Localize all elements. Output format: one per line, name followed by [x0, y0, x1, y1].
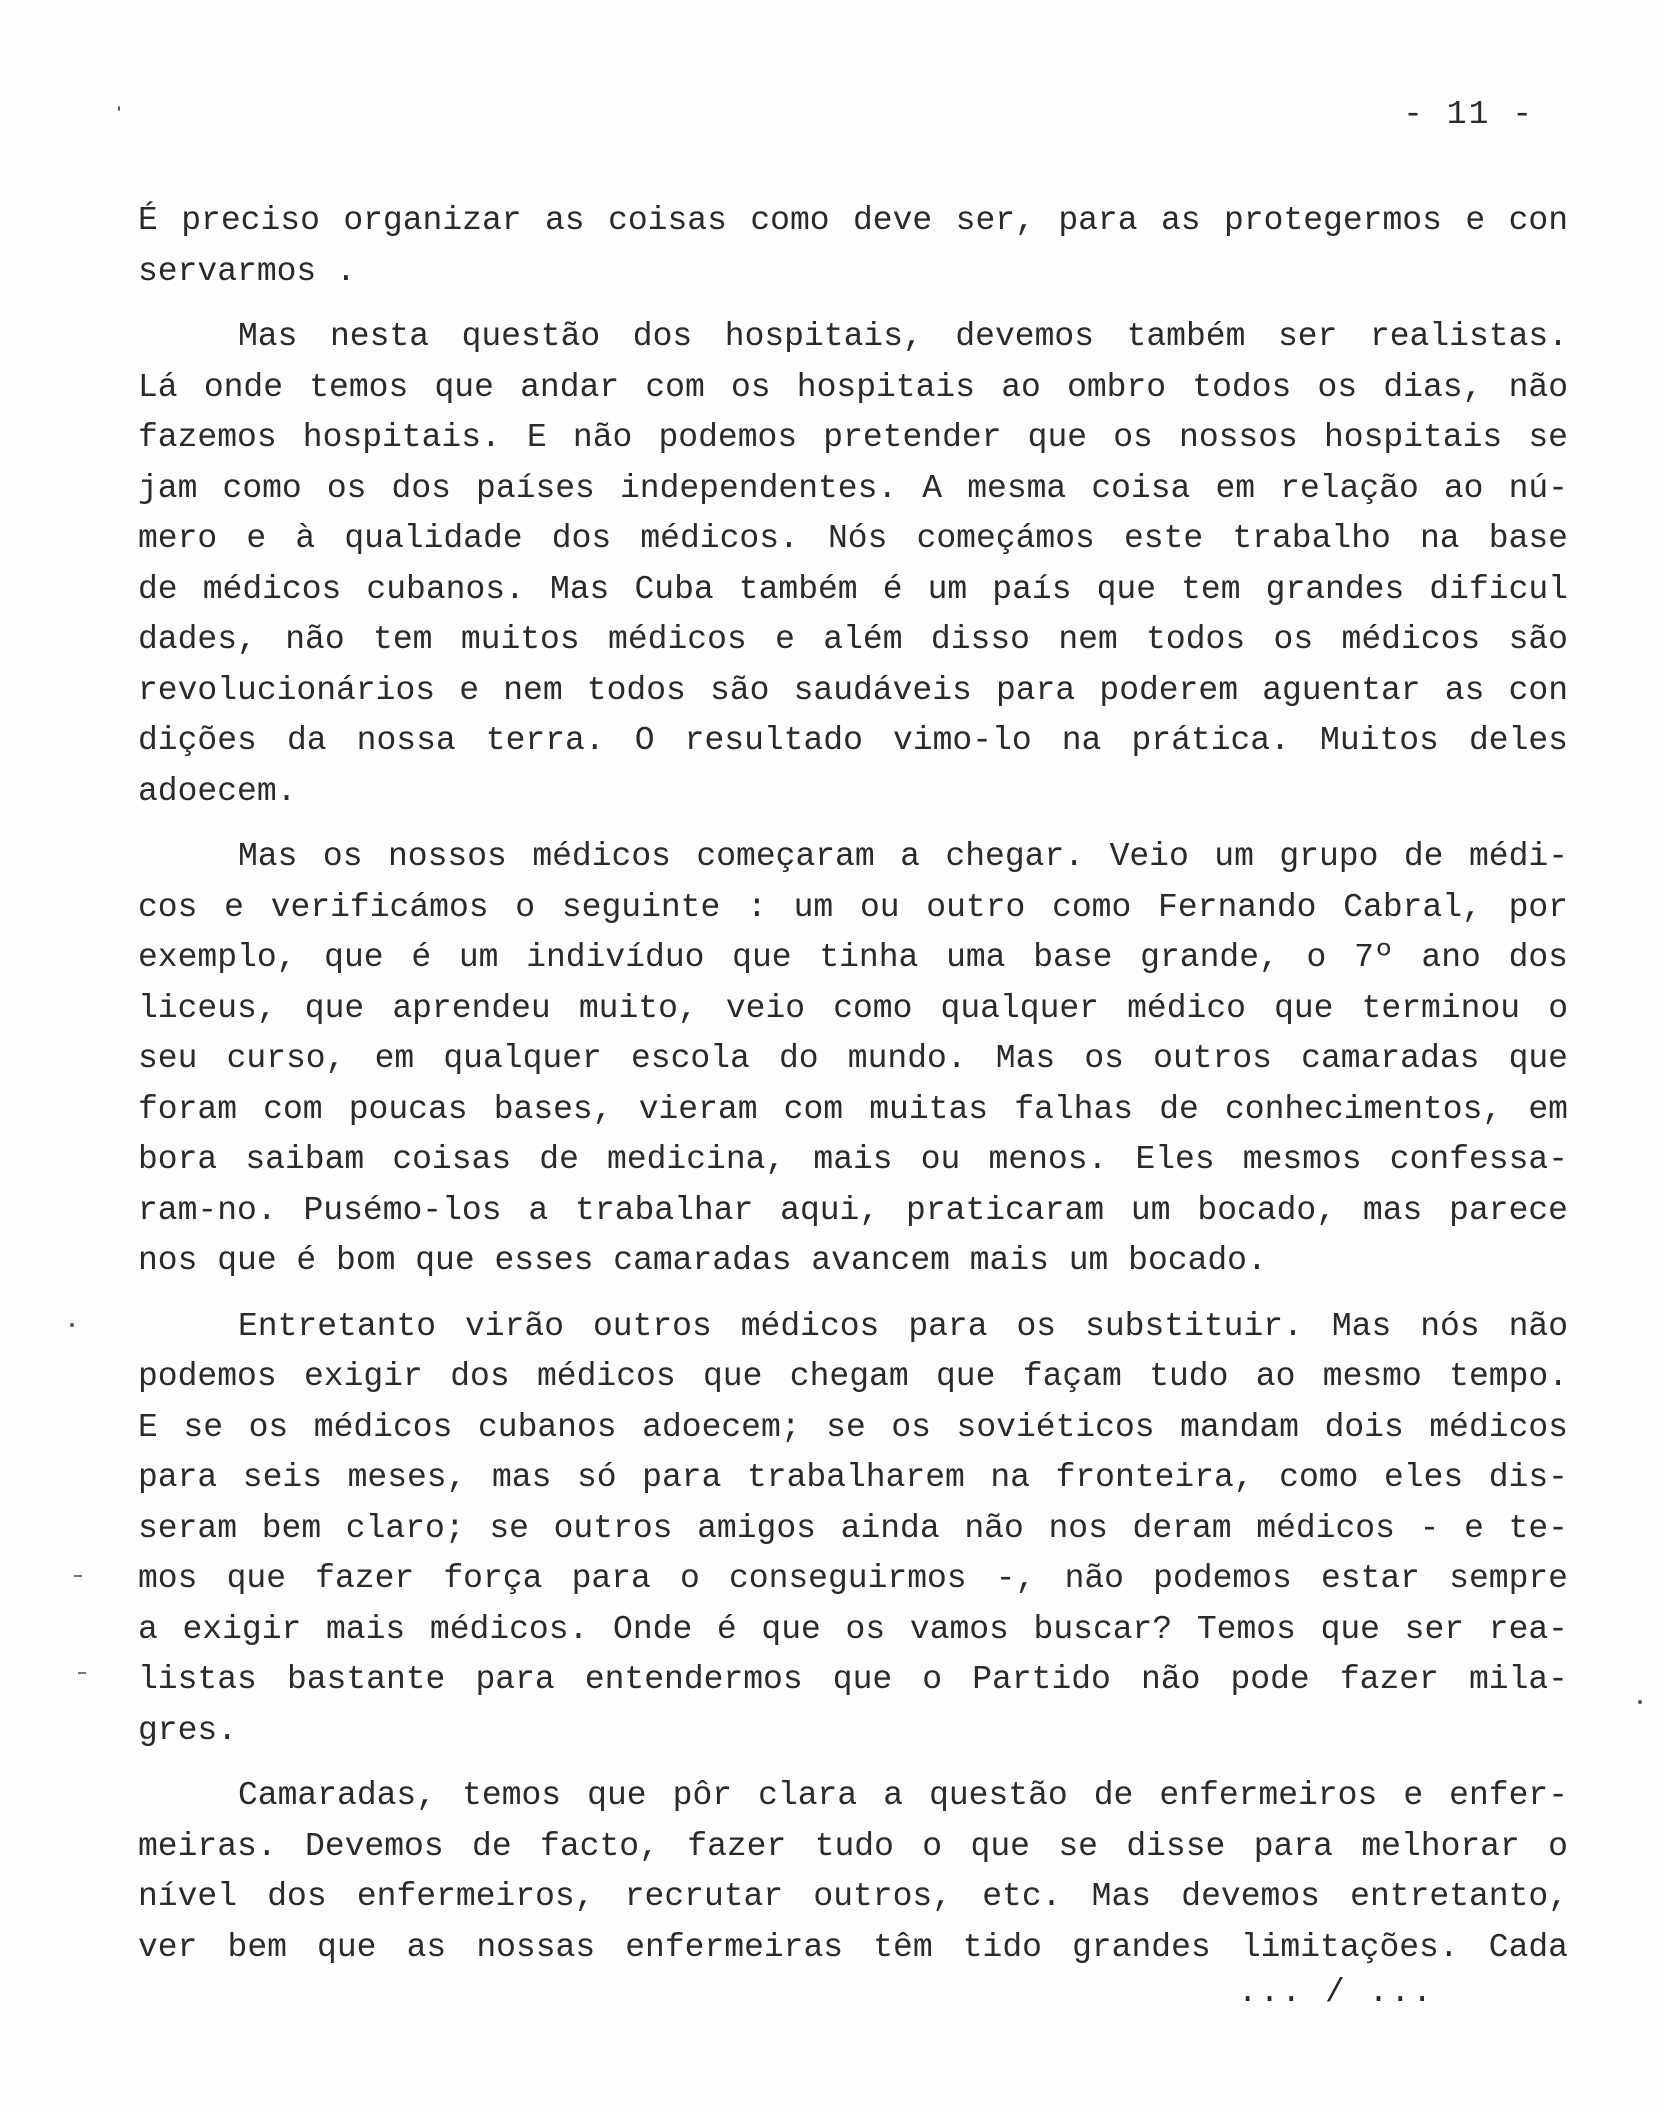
body-text: [138, 196, 1568, 1973]
text-line: Mas nesta questão dos hospitais, devemos também ser realistas.: [238, 318, 1568, 355]
text-line: de médicos cubanos. Mas Cuba também é um país que tem grandes dificul: [138, 570, 1568, 608]
text-line: servarmos .: [138, 252, 356, 290]
scan-mark: [74, 1575, 82, 1577]
text-line: listas bastante para entendermos que o Partido não pode fazer mila-: [138, 1661, 1568, 1698]
paragraph: [138, 1771, 1568, 1973]
text-line: nível dos enfermeiros, recrutar outros, etc. Mas devemos entretanto,: [138, 1878, 1568, 1915]
text-line: seu curso, em qualquer escola do mundo. Mas os outros camaradas que: [138, 1040, 1568, 1077]
text-line: gres.: [138, 1711, 238, 1749]
text-line: liceus, que aprendeu muito, veio como qualquer médico que terminou o: [138, 989, 1568, 1027]
text-line: Entretanto virão outros médicos para os substituir. Mas nós não: [238, 1307, 1568, 1345]
text-line: bora saibam coisas de medicina, mais ou menos. Eles mesmos confessa-: [138, 1141, 1568, 1178]
paragraph: [138, 196, 1568, 297]
text-line: mos que fazer força para o conseguirmos -, não podemos estar sempre: [138, 1560, 1568, 1597]
text-line: nos que é bom que esses camaradas avancem mais um bocado.: [138, 1242, 1267, 1279]
text-line: E se os médicos cubanos adoecem; se os soviéticos mandam dois médicos: [138, 1408, 1568, 1446]
scan-mark: [78, 1672, 86, 1674]
text-line: mero e à qualidade dos médicos. Nós começámos este trabalho na base: [138, 520, 1568, 557]
scan-speck: [1638, 1700, 1642, 1704]
text-line: É preciso organizar as coisas como deve ser, para as protegermos e con: [138, 202, 1568, 239]
text-line: adoecem.: [138, 772, 297, 810]
text-line: meiras. Devemos de facto, fazer tudo o que se disse para melhorar o: [138, 1827, 1568, 1865]
paragraph: [138, 832, 1568, 1287]
continuation-mark: ... / ...: [1237, 1974, 1434, 2011]
paragraph: [138, 312, 1568, 817]
text-line: jam como os dos países independentes. A mesma coisa em relação ao nú-: [138, 469, 1568, 507]
text-line: ram-no. Pusémo-los a trabalhar aqui, praticaram um bocado, mas parece: [138, 1191, 1568, 1229]
page-number: - 11 -: [1403, 96, 1534, 133]
text-line: fazemos hospitais. E não podemos pretender que os nossos hospitais se: [138, 419, 1568, 456]
text-line: cos e verificámos o seguinte : um ou outro como Fernando Cabral, por: [138, 888, 1568, 926]
text-line: dições da nossa terra. O resultado vimo-lo na prática. Muitos deles: [138, 722, 1568, 759]
scan-speck: [70, 1323, 74, 1327]
text-line: dades, não tem muitos médicos e além disso nem todos os médicos são: [138, 621, 1568, 658]
paragraph: [138, 1302, 1568, 1757]
text-line: para seis meses, mas só para trabalharem na fronteira, como eles dis-: [138, 1459, 1568, 1496]
text-line: podemos exigir dos médicos que chegam que façam tudo ao mesmo tempo.: [138, 1358, 1568, 1395]
text-line: a exigir mais médicos. Onde é que os vamos buscar? Temos que ser rea-: [138, 1610, 1568, 1648]
text-line: ver bem que as nossas enfermeiras têm tido grandes limitações. Cada: [138, 1928, 1568, 1966]
text-line: exemplo, que é um indivíduo que tinha uma base grande, o 7º ano dos: [138, 939, 1568, 976]
text-line: revolucionários e nem todos são saudáveis para poderem aguentar as con: [138, 671, 1568, 709]
text-line: seram bem claro; se outros amigos ainda não nos deram médicos - e te-: [138, 1509, 1568, 1547]
text-line: Camaradas, temos que pôr clara a questão de enfermeiros e enfer-: [238, 1777, 1568, 1814]
text-line: Mas os nossos médicos começaram a chegar. Veio um grupo de médi-: [238, 838, 1568, 875]
scan-speck: [118, 106, 120, 111]
text-line: foram com poucas bases, vieram com muitas falhas de conhecimentos, em: [138, 1090, 1568, 1128]
text-line: Lá onde temos que andar com os hospitais ao ombro todos os dias, não: [138, 368, 1568, 406]
